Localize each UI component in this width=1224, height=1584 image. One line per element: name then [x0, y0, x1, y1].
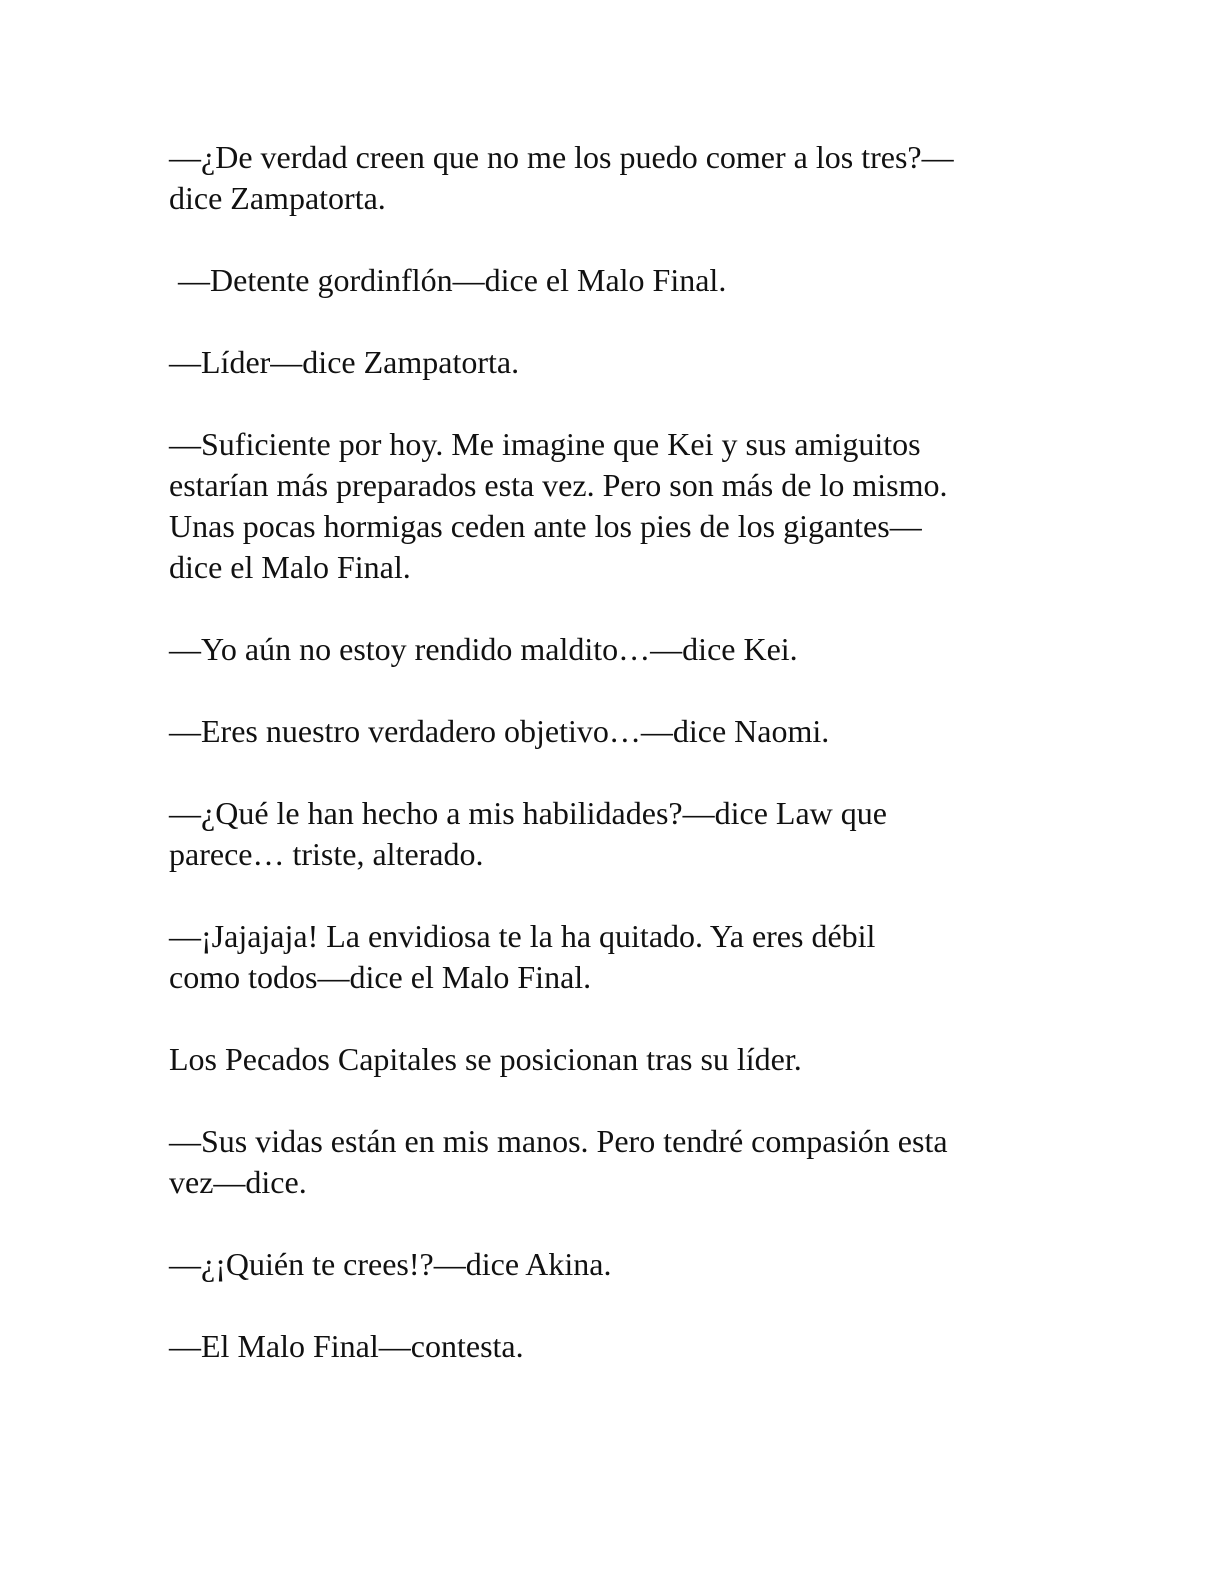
- paragraph: [169, 424, 1059, 588]
- text-line: —¡Jajajaja! La envidiosa te la ha quitado. Ya eres débil: [169, 918, 876, 954]
- text-line: Los Pecados Capitales se posicionan tras su líder.: [169, 1041, 802, 1077]
- text-line: —Yo aún no estoy rendido maldito…—dice Kei.: [169, 631, 798, 667]
- text-line: —¿De verdad creen que no me los puedo comer a los tres?—: [169, 139, 954, 175]
- text-line: dice Zampatorta.: [169, 180, 386, 216]
- text-line: —Eres nuestro verdadero objetivo…—dice Naomi.: [169, 713, 830, 749]
- paragraph: [169, 342, 1059, 383]
- text-line: —¿¡Quién te crees!?—dice Akina.: [169, 1246, 612, 1282]
- text-line: vez—dice.: [169, 1164, 307, 1200]
- paragraph: [169, 260, 1059, 301]
- paragraph: [169, 1244, 1059, 1285]
- text-line: —Detente gordinflón—dice el Malo Final.: [178, 262, 727, 298]
- text-line: estarían más preparados esta vez. Pero son más de lo mismo.: [169, 467, 948, 503]
- text-line: dice el Malo Final.: [169, 549, 411, 585]
- paragraph: [169, 711, 1059, 752]
- paragraph: [169, 629, 1059, 670]
- story-text: [169, 137, 1059, 1408]
- text-line: —Sus vidas están en mis manos. Pero tendré compasión esta: [169, 1123, 948, 1159]
- text-line: —Líder—dice Zampatorta.: [169, 344, 520, 380]
- paragraph: [169, 1121, 1059, 1203]
- text-line: —El Malo Final—contesta.: [169, 1328, 524, 1364]
- text-line: parece… triste, alterado.: [169, 836, 484, 872]
- paragraph: [169, 1326, 1059, 1367]
- paragraph: [169, 793, 1059, 875]
- text-line: —¿Qué le han hecho a mis habilidades?—dice Law que: [169, 795, 887, 831]
- paragraph: [169, 1039, 1059, 1080]
- paragraph: [169, 137, 1059, 219]
- text-line: como todos—dice el Malo Final.: [169, 959, 592, 995]
- paragraph: [169, 916, 1059, 998]
- text-line: Unas pocas hormigas ceden ante los pies de los gigantes—: [169, 508, 922, 544]
- text-line: —Suficiente por hoy. Me imagine que Kei y sus amiguitos: [169, 426, 921, 462]
